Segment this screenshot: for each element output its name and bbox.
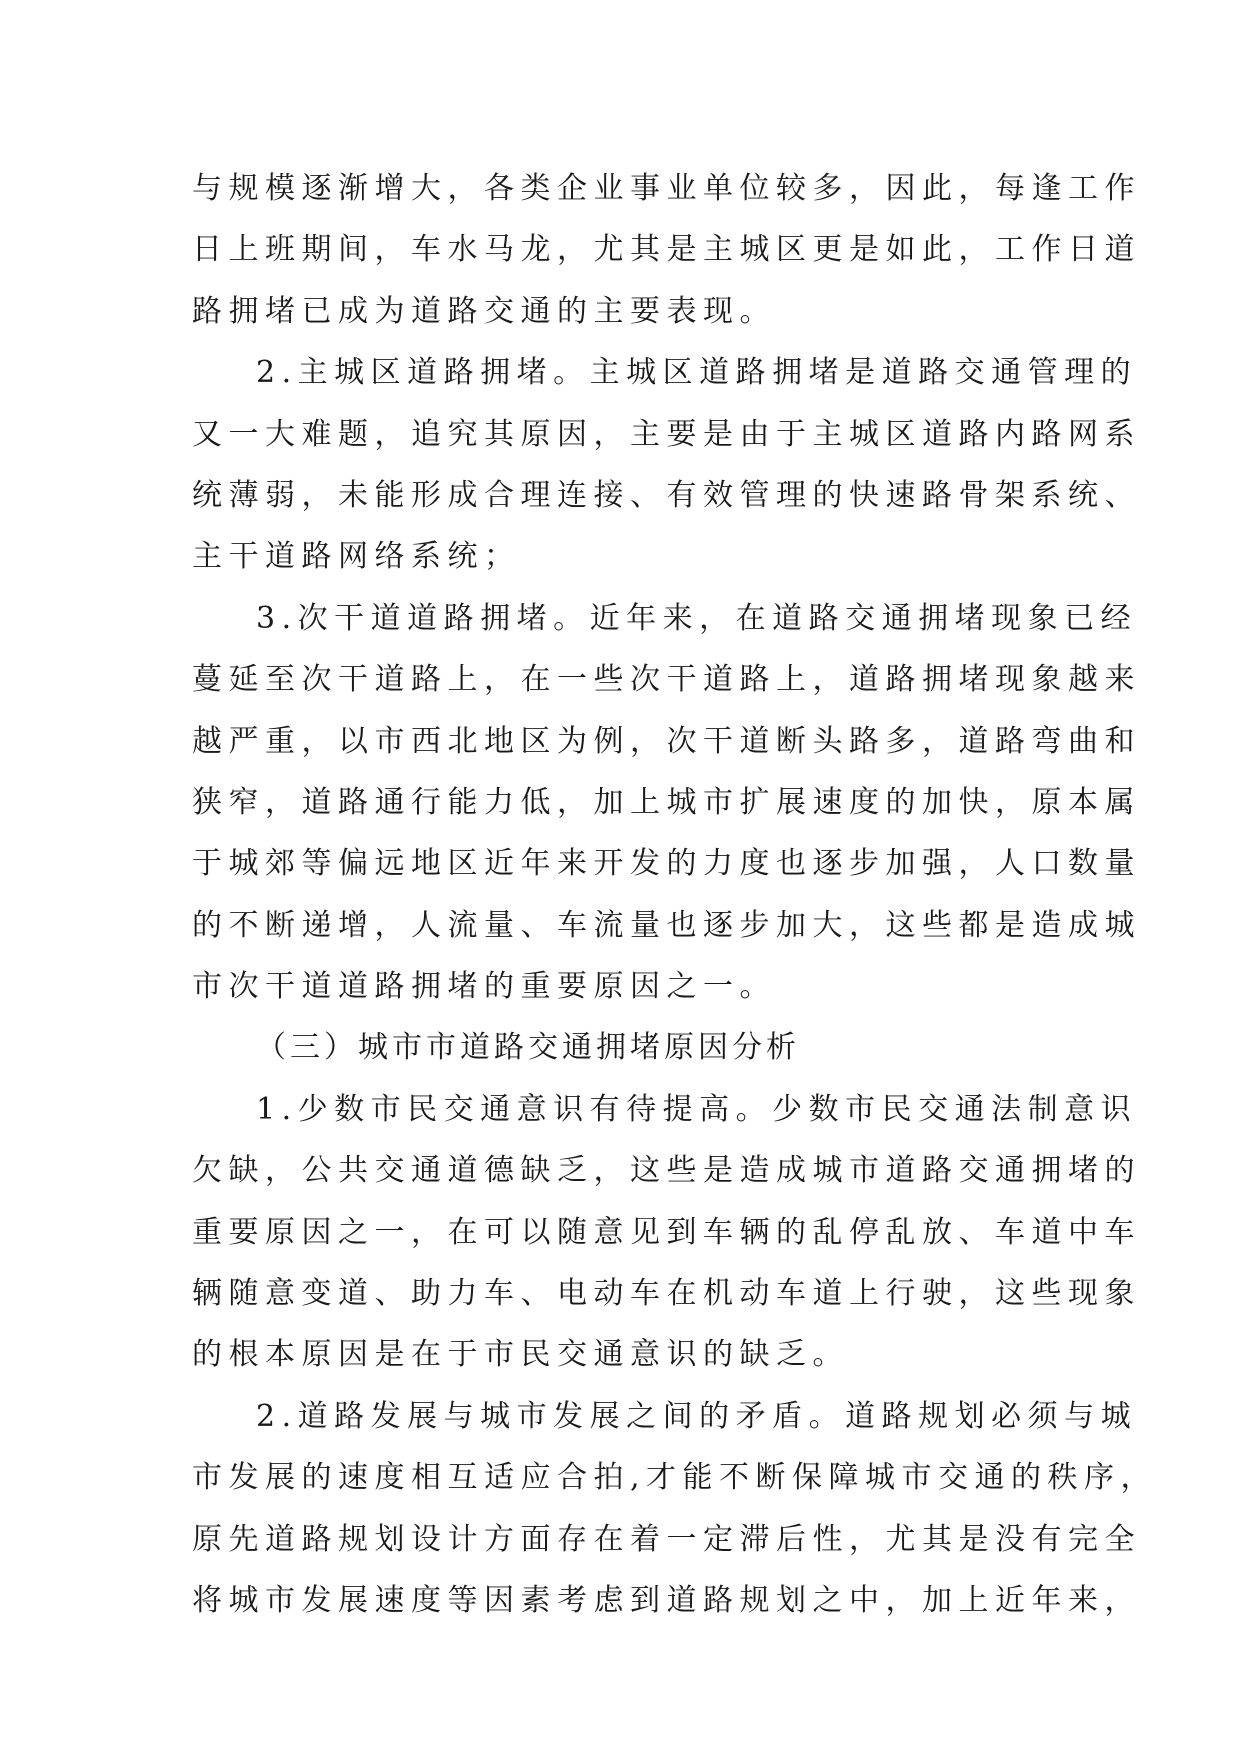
paragraph-start: 2.道路发展与城市发展之间的矛盾。道路规划必须与城 [256,1398,1138,1434]
text-line: 的根本原因是在于市民交通意识的缺乏。 [192,1337,849,1373]
paragraph-start: 3.次干道道路拥堵。近年来，在道路交通拥堵现象已经 [256,600,1138,636]
text-line: 与规模逐渐增大，各类企业事业单位较多，因此，每逢工作 [192,171,1141,206]
text-line: 将城市发展速度等因素考虑到道路规划之中，加上近年来， [192,1582,1141,1618]
text-line: 欠缺，公共交通道德缺乏，这些是造成城市道路交通拥堵的 [192,1153,1141,1189]
section-heading: （三）城市市道路交通拥堵原因分析 [256,1030,800,1066]
paragraph-start: 1.少数市民交通意识有待提高。少数市民交通法制意识 [256,1091,1138,1127]
text-line: 日上班期间，车水马龙，尤其是主城区更是如此，工作日道 [192,232,1141,268]
text-line: 主干道路网络系统； [192,539,521,575]
text-line: 市次干道道路拥堵的重要原因之一。 [192,969,776,1005]
text-line: 又一大难题，追究其原因，主要是由于主城区道路内路网系 [192,416,1141,452]
text-line: 市发展的速度相互适应合拍,才能不断保障城市交通的秩序， [192,1460,1158,1496]
text-line: 重要原因之一，在可以随意见到车辆的乱停乱放、车道中车 [192,1214,1141,1250]
text-line: 越严重，以市西北地区为例，次干道断头路多，道路弯曲和 [192,723,1141,759]
body-text [192,158,1158,1631]
text-line: 蔓延至次干道路上，在一些次干道路上，道路拥堵现象越来 [192,662,1141,698]
text-line: 狭窄，道路通行能力低，加上城市扩展速度的加快，原本属 [192,784,1141,820]
paragraph-start: 2.主城区道路拥堵。主城区道路拥堵是道路交通管理的 [256,355,1138,391]
text-line: 原先道路规划设计方面存在着一定滞后性，尤其是没有完全 [192,1521,1141,1557]
text-line: 于城郊等偏远地区近年来开发的力度也逐步加强，人口数量 [192,846,1141,882]
text-line: 辆随意变道、助力车、电动车在机动车道上行驶，这些现象 [192,1276,1141,1312]
text-line: 路拥堵已成为道路交通的主要表现。 [192,293,776,329]
text-line: 的不断递增，人流量、车流量也逐步加大，这些都是造成城 [192,907,1141,943]
text-line: 统薄弱，未能形成合理连接、有效管理的快速路骨架系统、 [192,477,1141,513]
